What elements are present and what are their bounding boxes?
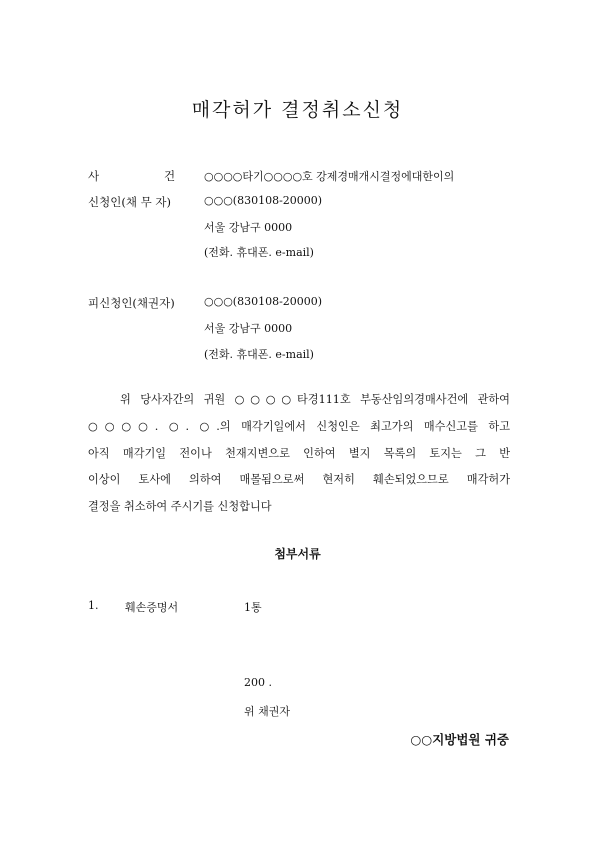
body-line: 결정을 취소하여 주시기를 신청합니다 (88, 500, 272, 513)
court-addressee: ○○지방법원 귀중 (410, 732, 509, 747)
body-line: 위 당사자간의 귀원 ○○○○타경111호 부동산임의경매사건에 관하여 (120, 393, 510, 406)
body-line: 아직 매각기일 전이나 천재지변으로 인하여 별지 목록의 토지는 그 반 (88, 447, 510, 460)
applicant-label: 신청인(채 무 자) (88, 195, 171, 209)
case-label-second-char: 건 (164, 169, 176, 183)
applicant-contact-line: (전화. 휴대폰. e-mail) (204, 246, 314, 259)
signer-line: 위 채권자 (244, 705, 291, 718)
document-title: 매각허가 결정취소신청 (191, 99, 404, 121)
attachments-heading: 첨부서류 (274, 547, 321, 561)
case-label-first-char: 사 (88, 169, 100, 183)
attachment-count: 1통 (244, 601, 262, 614)
applicant-address-line: 서울 강남구 0000 (204, 221, 293, 234)
respondent-label: 피신청인(채권자) (88, 296, 175, 310)
body-line: 이상이 토사에 의하여 매몰됨으로써 현저히 훼손되었으므로 매각허가 (88, 473, 510, 486)
date-line: 200 . (244, 676, 272, 689)
respondent-id-line: ○○○(830108-20000) (204, 295, 323, 308)
respondent-contact-line: (전화. 휴대폰. e-mail) (204, 348, 314, 361)
case-value: ○○○○타기○○○○호 강제경매개시결정에대한이의 (204, 170, 455, 183)
applicant-id-line: ○○○(830108-20000) (204, 194, 323, 207)
attachment-name: 훼손증명서 (125, 601, 179, 614)
respondent-address-line: 서울 강남구 0000 (204, 322, 293, 335)
attachment-number: 1. (88, 599, 99, 612)
body-line: ○○○○. ○. ○.의 매각기일에서 신청인은 최고가의 매수신고를 하고 (88, 420, 510, 433)
